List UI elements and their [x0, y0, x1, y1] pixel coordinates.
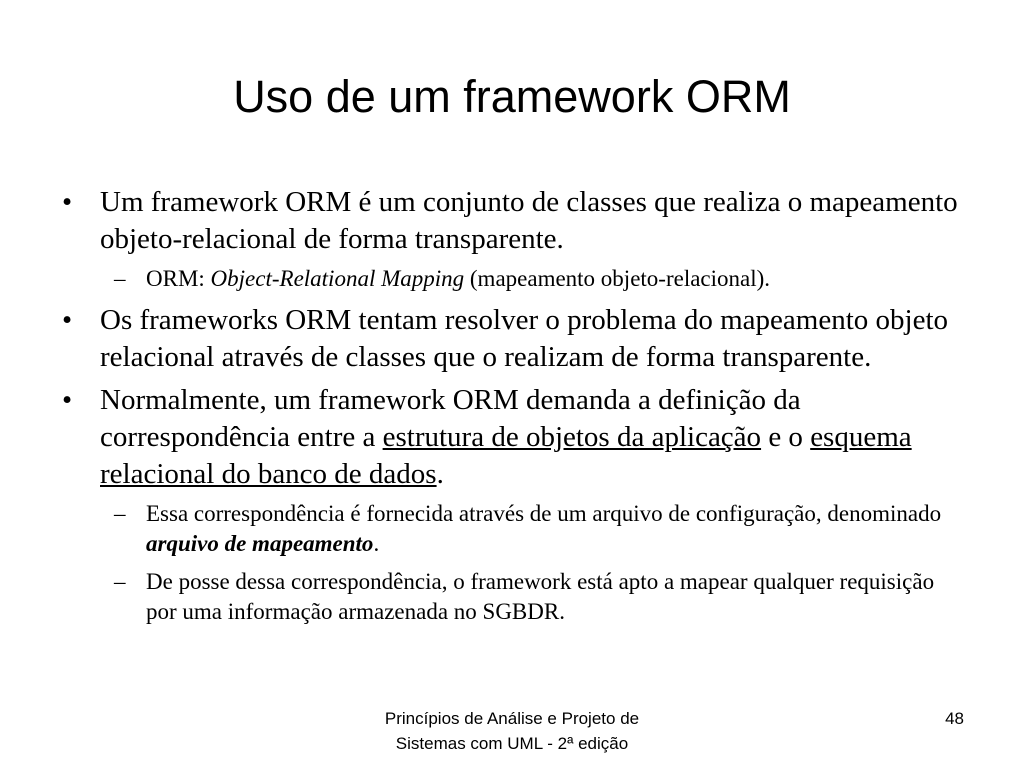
slide-content [58, 184, 958, 635]
bullet-orm-definition [58, 184, 958, 258]
bullet-orm-purpose [58, 302, 958, 376]
page-number: 48 [945, 709, 964, 728]
bullet-text: Um framework ORM é um conjunto de classes que realiza o mapeamento objeto-relacional de forma transparente. [100, 186, 958, 255]
sub-bullet-marker: – [114, 266, 126, 291]
underlined-term-relational-schema: esquema relacional do banco de dados [100, 421, 912, 490]
sub-bullet-suffix: (mapeamento objeto-relacional). [464, 266, 771, 291]
sub-bullet-prefix: Essa correspondência é fornecida através de um arquivo de configuração, denominado [146, 501, 942, 526]
bullet-marker: • [62, 186, 73, 218]
bullet-text: Os frameworks ORM tentam resolver o problema do mapeamento objeto relacional através de classes que o realizam de forma transparente. [100, 304, 949, 373]
slide-footer [312, 706, 712, 756]
underlined-term-object-structure: estrutura de objetos da aplicação [382, 421, 762, 453]
bullet-middle: e o [761, 421, 811, 453]
sub-bullet-marker: – [114, 569, 126, 594]
sub-bullet-text: De posse dessa correspondência, o framework está apto a mapear qualquer requisição por uma informação armazenada no SGBDR. [146, 569, 935, 624]
sub-bullet-mapping-file [58, 499, 958, 559]
sub-bullet-marker: – [114, 501, 126, 526]
sub-bullet-framework-ready [58, 567, 958, 627]
orm-expansion: Object-Relational Mapping [210, 266, 465, 291]
sub-bullet-orm-acronym [58, 264, 958, 294]
emphasized-term-mapping-file: arquivo de mapeamento [146, 531, 374, 556]
slide-title: Uso de um framework ORM [233, 71, 791, 122]
bullet-orm-mapping-definition [58, 382, 958, 493]
bullet-suffix: . [436, 458, 444, 490]
bullet-prefix: Normalmente, um framework ORM demanda a definição da correspondência entre a [100, 384, 801, 453]
footer-book-title-line2: Sistemas com UML - 2ª edição [395, 734, 629, 753]
sub-bullet-suffix: . [373, 531, 380, 556]
sub-bullet-prefix: ORM: [146, 266, 211, 291]
bullet-marker: • [62, 384, 73, 416]
footer-book-title-line1: Princípios de Análise e Projeto de [384, 709, 640, 728]
bullet-marker: • [62, 304, 73, 336]
